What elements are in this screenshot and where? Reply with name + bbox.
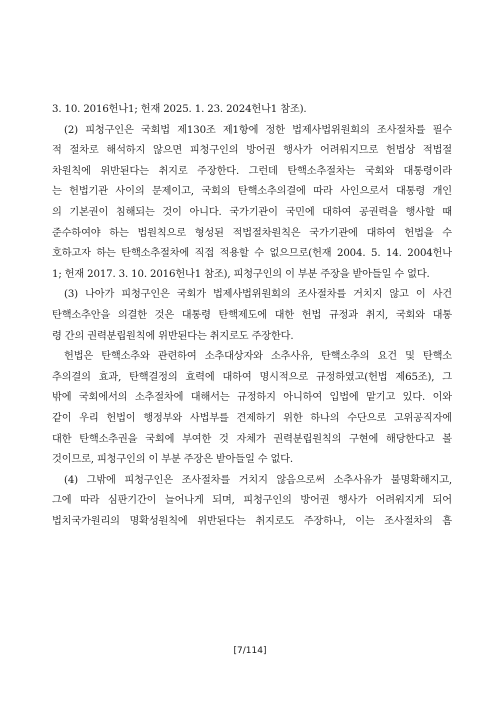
paragraph-1-line-5: 준수하여야 하는 법원칙으로 형성된 적법절차원칙은 국가기관에 대하여 헌법을 수 bbox=[52, 227, 452, 239]
paragraph-1-line-4: 의 기본권이 침해되는 것이 아니다. 국가기관이 국민에 대하여 공권력을 행사할 때 bbox=[52, 206, 452, 218]
paragraph-1-line-6: 호하고자 하는 탄핵소추절차에 직접 적용할 수 없으므로(헌재 2004. 5. 14. 2004헌나 bbox=[52, 248, 452, 260]
paragraph-0-line-0: 3. 10. 2016헌나1; 헌재 2025. 1. 23. 2024헌나1 참조). bbox=[52, 104, 307, 115]
paragraph-3-line-2: 밖에 국회에서의 소추절차에 대해서는 규정하지 아니하여 입법에 맡기고 있다. 이와 bbox=[52, 392, 452, 404]
paragraph-4-line-0: (4) 그밖에 피청구인은 조사절차를 거치지 않음으로써 소추사유가 불명확해지고, bbox=[64, 474, 452, 486]
body-text bbox=[52, 100, 452, 532]
paragraph-1-line-7: 1; 헌재 2017. 3. 10. 2016헌나1 참조), 피청구인의 이 부분 주장을 받아들일 수 없다. bbox=[52, 268, 430, 280]
paragraph-4-line-1: 그에 따라 심판기간이 늘어나게 되며, 피청구인의 방어권 행사가 어려워지게 되어 bbox=[52, 495, 452, 507]
paragraph-1-line-1: 적 절차로 해석하지 않으면 피청구인의 방어권 행사가 어려워지므로 헌법상 적법절 bbox=[52, 145, 452, 157]
paragraph-2-line-0: (3) 나아가 피청구인은 국회가 법제사법위원회의 조사절차를 거치지 않고 이 사건 bbox=[64, 289, 452, 301]
paragraph-3-line-3: 같이 우리 헌법이 행정부와 사법부를 견제하기 위한 하나의 수단으로 고위공직자에 bbox=[52, 412, 452, 424]
paragraph-1-line-3: 는 헌법기관 사이의 문제이고, 국회의 탄핵소추의결에 따라 사인으로서 대통령 개인 bbox=[52, 186, 452, 198]
paragraph-3-line-5: 것이므로, 피청구인의 이 부분 주장은 받아들일 수 없다. bbox=[52, 454, 293, 466]
page-number: [7/114] bbox=[233, 646, 267, 656]
paragraph-1-line-0: (2) 피청구인은 국회법 제130조 제1항에 정한 법제사법위원회의 조사절차를 필수 bbox=[64, 124, 452, 136]
paragraph-1-line-2: 차원칙에 위반된다는 취지로 주장한다. 그런데 탄핵소추절차는 국회와 대통령이라 bbox=[52, 165, 452, 177]
paragraph-3-line-1: 추의결의 효과, 탄핵결정의 효력에 대하여 명시적으로 규정하였고(헌법 제65조), 그 bbox=[52, 371, 452, 383]
paragraph-3-line-4: 대한 탄핵소추권을 국회에 부여한 것 자체가 권력분립원칙의 구현에 해당한다고 볼 bbox=[52, 433, 452, 445]
paragraph-2-line-2: 령 간의 권력분립원칙에 위반된다는 취지로도 주장한다. bbox=[52, 330, 294, 342]
paragraph-2-line-1: 탄핵소추안을 의결한 것은 대통령 탄핵제도에 대한 헌법 규정과 취지, 국회와 대통 bbox=[52, 309, 452, 321]
paragraph-3-line-0: 헌법은 탄핵소추와 관련하여 소추대상자와 소추사유, 탄핵소추의 요건 및 탄핵소 bbox=[64, 351, 452, 363]
paragraph-4-line-2: 법치국가원리의 명확성원칙에 위반된다는 취지로도 주장하나, 이는 조사절차의 흠 bbox=[52, 515, 452, 527]
